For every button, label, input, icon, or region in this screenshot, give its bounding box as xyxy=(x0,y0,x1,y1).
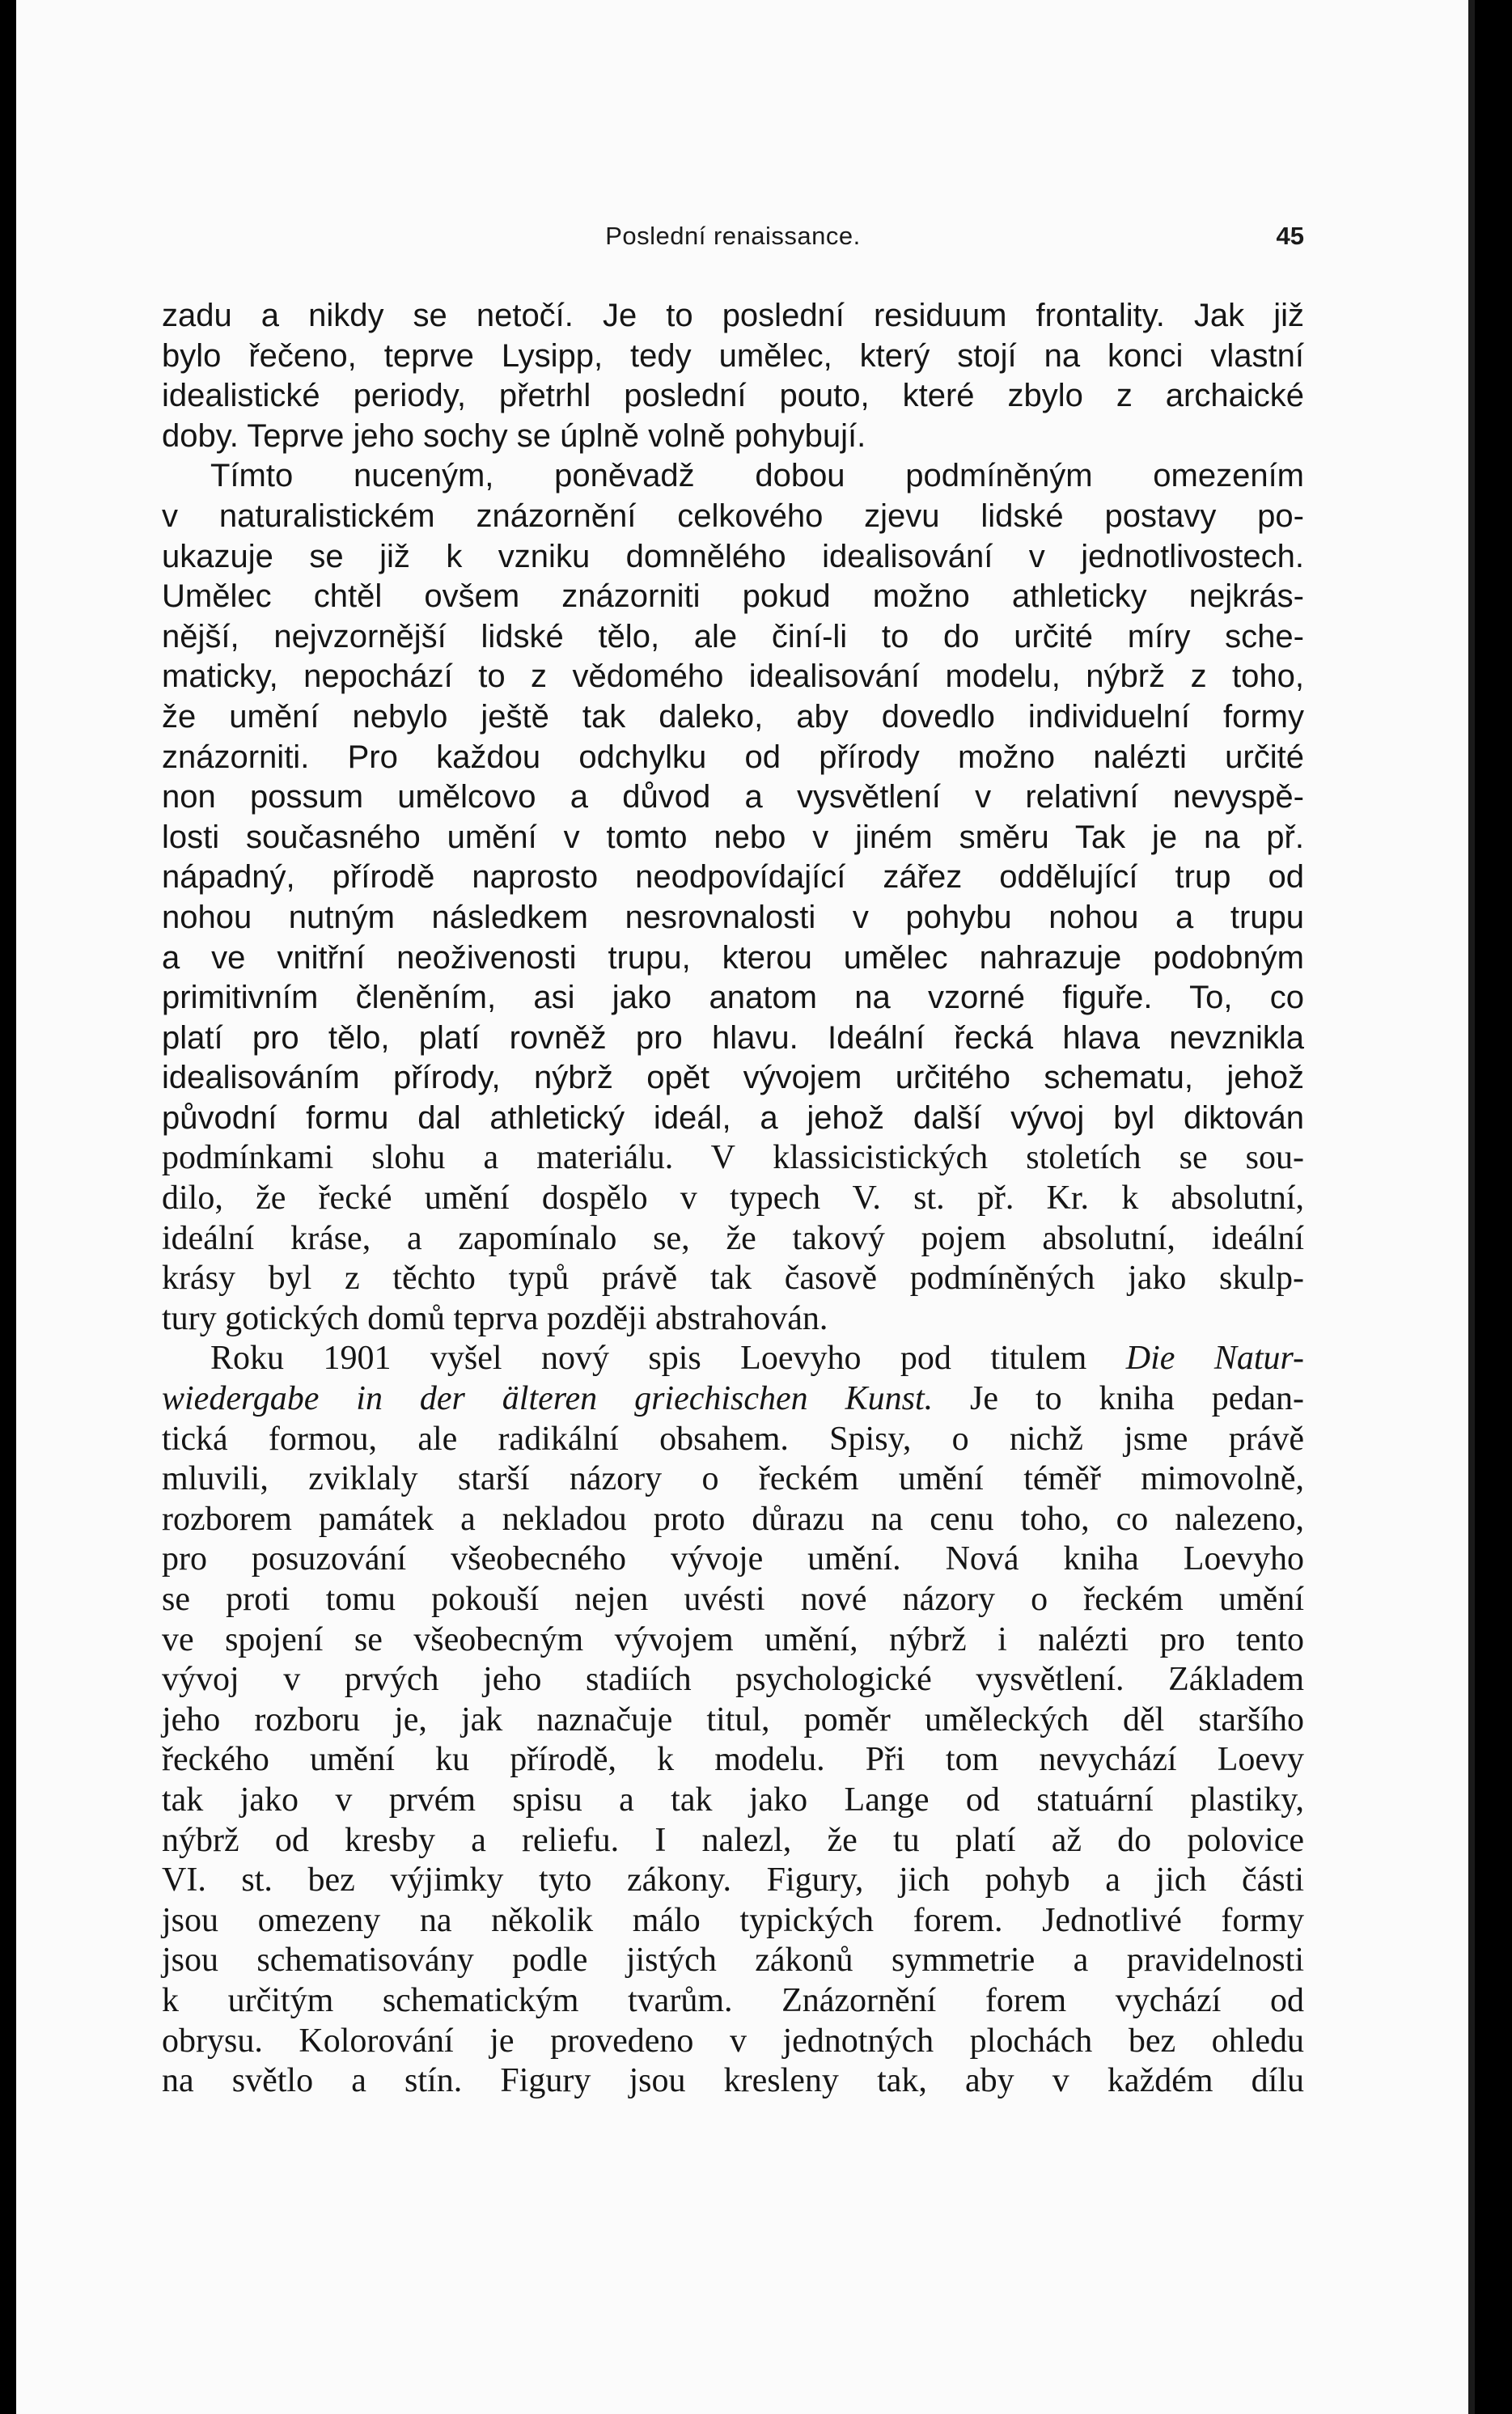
text-line: původní formu dal athletický ideál, a jehož další vývoj byl diktován xyxy=(162,1099,1304,1136)
text-line: krásy byl z těchto typů právě tak časově podmíněných jako skulp- xyxy=(162,1260,1304,1298)
text-line: Umělec chtěl ovšem znázorniti pokud možno athleticky nejkrás- xyxy=(162,578,1304,615)
text-line: v naturalistickém znázornění celkového zjevu lidské postavy po- xyxy=(162,498,1304,534)
text-line: tická formou, ale radikální obsahem. Spisy, o nichž jsme právě xyxy=(162,1420,1304,1458)
text-line: na světlo a stín. Figury jsou kresleny tak, aby v každém dílu xyxy=(162,2062,1304,2100)
page-header xyxy=(162,222,1304,262)
text-line: doby. Teprve jeho sochy se úplně volně pohybují. xyxy=(162,417,866,454)
text-line: řeckého umění ku přírodě, k modelu. Při tom nevychází Loevy xyxy=(162,1741,1304,1779)
text-line: se proti tomu pokouší nejen uvésti nové názory o řeckém umění xyxy=(162,1581,1304,1618)
text-line: platí pro tělo, platí rovněž pro hlavu. Ideální řecká hlava nevznikla xyxy=(162,1019,1304,1056)
body-text xyxy=(162,296,1304,2102)
text-line: znázorniti. Pro každou odchylku od přírody možno nalézti určité xyxy=(162,739,1304,775)
text-line: obrysu. Kolorování je provedeno v jednotných plochách bez ohledu xyxy=(162,2022,1304,2060)
text-line: non possum umělcovo a důvod a vysvětlení v relativní nevyspě- xyxy=(162,779,1304,815)
text-line xyxy=(162,1379,1304,1420)
text-line: mluvili, zviklaly starší názory o řeckém umění téměř mimovolně, xyxy=(162,1460,1304,1498)
text-line: tak jako v prvém spisu a tak jako Lange od statuární plastiky, xyxy=(162,1781,1304,1819)
text-line: bylo řečeno, teprve Lysipp, tedy umělec, který stojí na konci vlastní xyxy=(162,337,1304,374)
text-line: idealisováním přírody, nýbrž opět vývojem určitého schematu, jehož xyxy=(162,1060,1304,1096)
book-title-italic: Die Natur- xyxy=(1125,1340,1304,1378)
text-line: k určitým schematickým tvarům. Znázornění forem vychází od xyxy=(162,1981,1304,2019)
text-line: nápadný, přírodě naprosto neodpovídající zářez oddělující trup od xyxy=(162,859,1304,896)
running-title: Poslední renaissance. xyxy=(605,222,861,250)
text-line: nýbrž od kresby a reliefu. I nalezl, že tu platí až do polovice xyxy=(162,1821,1304,1859)
book-title-italic: wiedergabe in der älteren griechischen Kunst. xyxy=(162,1380,934,1418)
text-line: zadu a nikdy se netočí. Je to poslední residuum frontality. Jak již xyxy=(162,298,1304,333)
text-line: a ve vnitřní neoživenosti trupu, kterou umělec nahrazuje podobným xyxy=(162,939,1304,976)
text-line: tury gotických domů teprva později abstrahován. xyxy=(162,1299,828,1337)
text-line: VI. st. bez výjimky tyto zákony. Figury, jich pohyb a jich části xyxy=(162,1861,1304,1899)
text-line: maticky, nepochází to z vědomého idealisování modelu, nýbrž z toho, xyxy=(162,659,1304,695)
text-line: rozborem památek a nekladou proto důrazu na cenu toho, co nalezeno, xyxy=(162,1500,1304,1538)
text-line: Tímto nuceným, poněvadž dobou podmíněným omezením xyxy=(210,458,1304,494)
text-line: nější, nejvzornější lidské tělo, ale činí-li to do určité míry sche- xyxy=(162,618,1304,654)
text-line: primitivním členěním, asi jako anatom na vzorné figuře. To, co xyxy=(162,980,1304,1016)
text-segment: Je to kniha pedan- xyxy=(970,1380,1305,1418)
text-line: dilo, že řecké umění dospělo v typech V. st. př. Kr. k absolutní, xyxy=(162,1179,1304,1218)
text-line: nohou nutným následkem nesrovnalosti v pohybu nohou a trupu xyxy=(162,899,1304,935)
scan-edge-strip xyxy=(1468,0,1475,2414)
text-segment: Roku 1901 vyšel nový spis Loevyho pod titulem xyxy=(210,1340,1087,1378)
scan-edge xyxy=(1468,0,1512,2414)
text-line: jsou omezeny na několik málo typických forem. Jednotlivé formy xyxy=(162,1901,1304,1939)
text-line: vývoj v prvých jeho stadiích psychologické vysvětlení. Základem xyxy=(162,1661,1304,1699)
text-line xyxy=(162,1339,1304,1379)
text-line: ve spojení se všeobecným vývojem umění, nýbrž i nalézti pro tento xyxy=(162,1620,1304,1658)
text-line: ukazuje se již k vzniku domnělého idealisování v jednotlivostech. xyxy=(162,538,1304,574)
text-line: losti současného umění v tomto nebo v jiném směru Tak je na př. xyxy=(162,819,1304,855)
text-line: idealistické periody, přetrhl poslední pouto, které zbylo z archaické xyxy=(162,378,1304,414)
text-line: ideální kráse, a zapomínalo se, že takový pojem absolutní, ideální xyxy=(162,1219,1304,1257)
text-line: jeho rozboru je, jak naznačuje titul, poměr uměleckých děl staršího xyxy=(162,1700,1304,1739)
text-line: pro posuzování všeobecného vývoje umění. Nová kniha Loevyho xyxy=(162,1540,1304,1578)
text-line: podmínkami slohu a materiálu. V klassicistických stoletích se sou- xyxy=(162,1139,1304,1177)
text-line: jsou schematisovány podle jistých zákonů symmetrie a pravidelnosti xyxy=(162,1942,1304,1980)
text-line: že umění nebylo ještě tak daleko, aby dovedlo individuelní formy xyxy=(162,698,1304,735)
page-number: 45 xyxy=(1276,222,1304,250)
